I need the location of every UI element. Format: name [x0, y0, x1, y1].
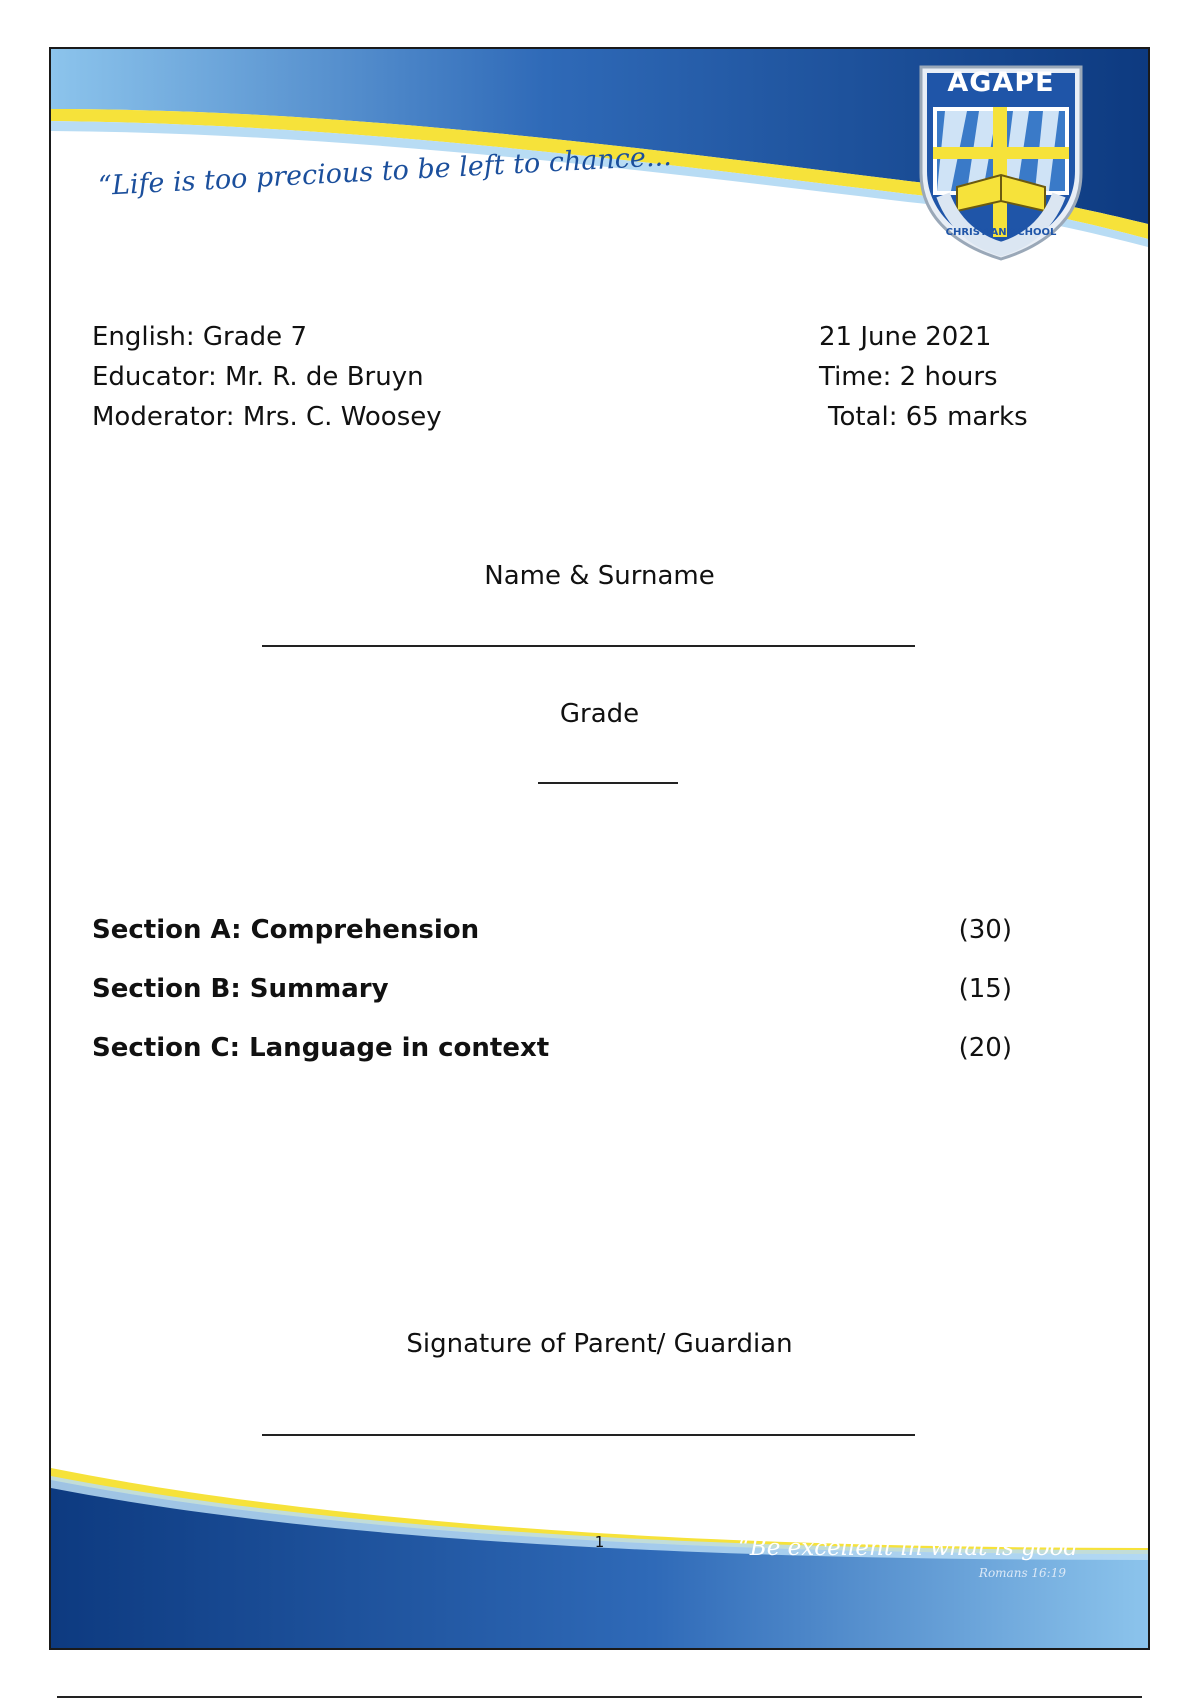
signature-line[interactable]	[262, 1434, 915, 1436]
exam-moderator: Moderator: Mrs. C. Woosey	[92, 402, 442, 432]
section-marks: (15)	[958, 974, 1012, 1004]
section-label: Section B: Summary	[92, 974, 389, 1004]
school-name: AGAPE	[947, 67, 1055, 98]
name-surname-line[interactable]	[262, 645, 915, 647]
exam-subject: English: Grade 7	[92, 322, 307, 352]
section-row	[92, 974, 1012, 1004]
section-marks: (20)	[958, 1033, 1012, 1063]
section-label: Section C: Language in context	[92, 1033, 550, 1063]
exam-cover-page	[49, 47, 1150, 1650]
school-motto-bottom: “Be excellent in what is good”	[738, 1535, 1090, 1561]
exam-educator: Educator: Mr. R. de Bruyn	[92, 362, 424, 392]
section-row	[92, 1033, 1012, 1063]
section-row	[92, 915, 1012, 945]
verse-reference: Romans 16:19	[978, 1566, 1066, 1580]
exam-meta-left	[92, 317, 442, 437]
crest-ring-text: CHRISTIAN SCHOOL	[945, 227, 1057, 238]
exam-total: Total: 65 marks	[828, 402, 1028, 432]
exam-time: Time: 2 hours	[819, 362, 998, 392]
grade-line[interactable]	[538, 782, 678, 784]
exam-meta-right	[819, 317, 1028, 437]
school-motto-top: “Life is too precious to be left to chance...	[97, 140, 673, 202]
exam-date: 21 June 2021	[819, 322, 992, 352]
page-bottom-divider	[57, 1696, 1142, 1698]
name-surname-label: Name & Surname	[484, 561, 715, 591]
signature-label: Signature of Parent/ Guardian	[406, 1329, 793, 1359]
grade-label: Grade	[559, 699, 640, 729]
page-number: 1	[594, 1533, 605, 1551]
section-marks: (30)	[958, 915, 1012, 945]
section-label: Section A: Comprehension	[92, 915, 480, 945]
